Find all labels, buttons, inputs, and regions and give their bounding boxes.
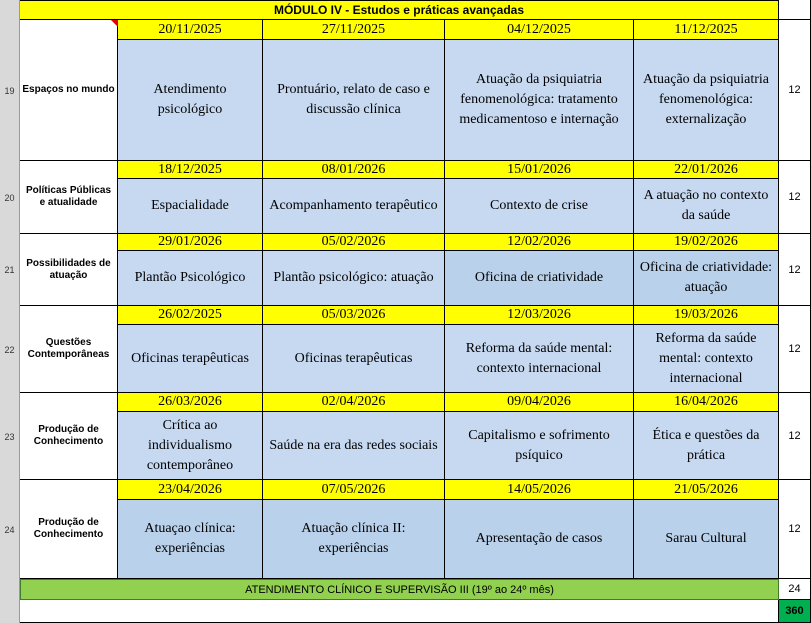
session-topic[interactable]: Atendimento psicológico xyxy=(118,40,263,161)
row-number[interactable]: 21 xyxy=(0,234,20,306)
hours-value[interactable]: 12 xyxy=(779,393,811,480)
row-number-cell[interactable] xyxy=(0,579,20,600)
theme-label[interactable]: Políticas Públicas e atualidade xyxy=(20,161,118,234)
session-topic[interactable]: Atuação da psiquiatria fenomenológica: externalização xyxy=(634,40,779,161)
session-topic[interactable]: Atuaçao clínica: experiências xyxy=(118,500,263,579)
module-title[interactable]: MÓDULO IV - Estudos e práticas avançadas xyxy=(20,0,779,20)
session-topic[interactable]: Crítica ao individualismo contemporâneo xyxy=(118,412,263,480)
session-topic[interactable]: Oficinas terapêuticas xyxy=(118,325,263,393)
session-topic[interactable]: Plantão psicológico: atuação xyxy=(263,251,445,306)
session-topic[interactable]: Contexto de crise xyxy=(445,179,634,234)
clinical-supervision-bar[interactable]: ATENDIMENTO CLÍNICO E SUPERVISÃO III (19º ao 24º mês) xyxy=(20,579,779,600)
session-date[interactable]: 22/01/2026 xyxy=(634,161,779,179)
empty-cell[interactable] xyxy=(20,600,779,623)
hours-value[interactable]: 12 xyxy=(779,20,811,161)
row-number[interactable]: 19 xyxy=(0,20,20,161)
session-topic[interactable]: Capitalismo e sofrimento psíquico xyxy=(445,412,634,480)
theme-label[interactable]: Produção de Conhecimento xyxy=(20,393,118,480)
session-topic[interactable]: Oficinas terapêuticas xyxy=(263,325,445,393)
row-number[interactable]: 20 xyxy=(0,161,20,234)
row-number-cell[interactable] xyxy=(0,600,20,623)
session-topic[interactable]: Saúde na era das redes sociais xyxy=(263,412,445,480)
row-number[interactable]: 24 xyxy=(0,480,20,579)
session-date[interactable]: 27/11/2025 xyxy=(263,20,445,40)
theme-label[interactable]: Questões Contemporâneas xyxy=(20,306,118,393)
hours-value[interactable]: 12 xyxy=(779,480,811,579)
session-date[interactable]: 12/03/2026 xyxy=(445,306,634,325)
session-date[interactable]: 11/12/2025 xyxy=(634,20,779,40)
session-date[interactable]: 05/03/2026 xyxy=(263,306,445,325)
session-topic[interactable]: Plantão Psicológico xyxy=(118,251,263,306)
session-date[interactable]: 15/01/2026 xyxy=(445,161,634,179)
row-number[interactable]: 22 xyxy=(0,306,20,393)
session-date[interactable]: 07/05/2026 xyxy=(263,480,445,500)
session-date[interactable]: 08/01/2026 xyxy=(263,161,445,179)
session-date[interactable]: 04/12/2025 xyxy=(445,20,634,40)
session-date[interactable]: 18/12/2025 xyxy=(118,161,263,179)
footer-hours[interactable]: 24 xyxy=(779,579,811,600)
session-date[interactable]: 23/04/2026 xyxy=(118,480,263,500)
session-topic[interactable]: Oficina de criatividade xyxy=(445,251,634,306)
session-date[interactable]: 26/02/2025 xyxy=(118,306,263,325)
session-date[interactable]: 14/05/2026 xyxy=(445,480,634,500)
session-topic[interactable]: Atuação da psiquiatria fenomenológica: tratamento medicamentoso e internação xyxy=(445,40,634,161)
hours-value[interactable]: 12 xyxy=(779,234,811,306)
session-date[interactable]: 09/04/2026 xyxy=(445,393,634,412)
theme-label[interactable]: Espaços no mundo xyxy=(20,20,118,161)
session-date[interactable]: 26/03/2026 xyxy=(118,393,263,412)
hours-cell[interactable] xyxy=(779,0,811,20)
session-topic[interactable]: Reforma da saúde mental: contexto internacional xyxy=(445,325,634,393)
hours-value[interactable]: 12 xyxy=(779,161,811,234)
session-topic[interactable]: Prontuário, relato de caso e discussão clínica xyxy=(263,40,445,161)
session-topic[interactable]: Sarau Cultural xyxy=(634,500,779,579)
session-topic[interactable]: Reforma da saúde mental: contexto internacional xyxy=(634,325,779,393)
session-date[interactable]: 12/02/2026 xyxy=(445,234,634,251)
session-date[interactable]: 05/02/2026 xyxy=(263,234,445,251)
session-topic[interactable]: Espacialidade xyxy=(118,179,263,234)
session-topic[interactable]: Oficina de criatividade: atuação xyxy=(634,251,779,306)
session-date[interactable]: 21/05/2026 xyxy=(634,480,779,500)
session-topic[interactable]: Ética e questões da prática xyxy=(634,412,779,480)
row-number-cell[interactable] xyxy=(0,0,20,20)
session-topic[interactable]: Acompanhamento terapêutico xyxy=(263,179,445,234)
session-date[interactable]: 29/01/2026 xyxy=(118,234,263,251)
session-topic[interactable]: A atuação no contexto da saúde xyxy=(634,179,779,234)
row-number[interactable]: 23 xyxy=(0,393,20,480)
session-date[interactable]: 20/11/2025 xyxy=(118,20,263,40)
total-hours[interactable]: 360 xyxy=(779,600,811,623)
session-topic[interactable]: Atuação clínica II: experiências xyxy=(263,500,445,579)
theme-label[interactable]: Possibilidades de atuação xyxy=(20,234,118,306)
comment-indicator-icon[interactable] xyxy=(111,20,118,27)
session-date[interactable]: 19/03/2026 xyxy=(634,306,779,325)
session-date[interactable]: 16/04/2026 xyxy=(634,393,779,412)
session-date[interactable]: 02/04/2026 xyxy=(263,393,445,412)
session-date[interactable]: 19/02/2026 xyxy=(634,234,779,251)
hours-value[interactable]: 12 xyxy=(779,306,811,393)
session-topic[interactable]: Apresentação de casos xyxy=(445,500,634,579)
theme-label[interactable]: Produção de Conhecimento xyxy=(20,480,118,579)
